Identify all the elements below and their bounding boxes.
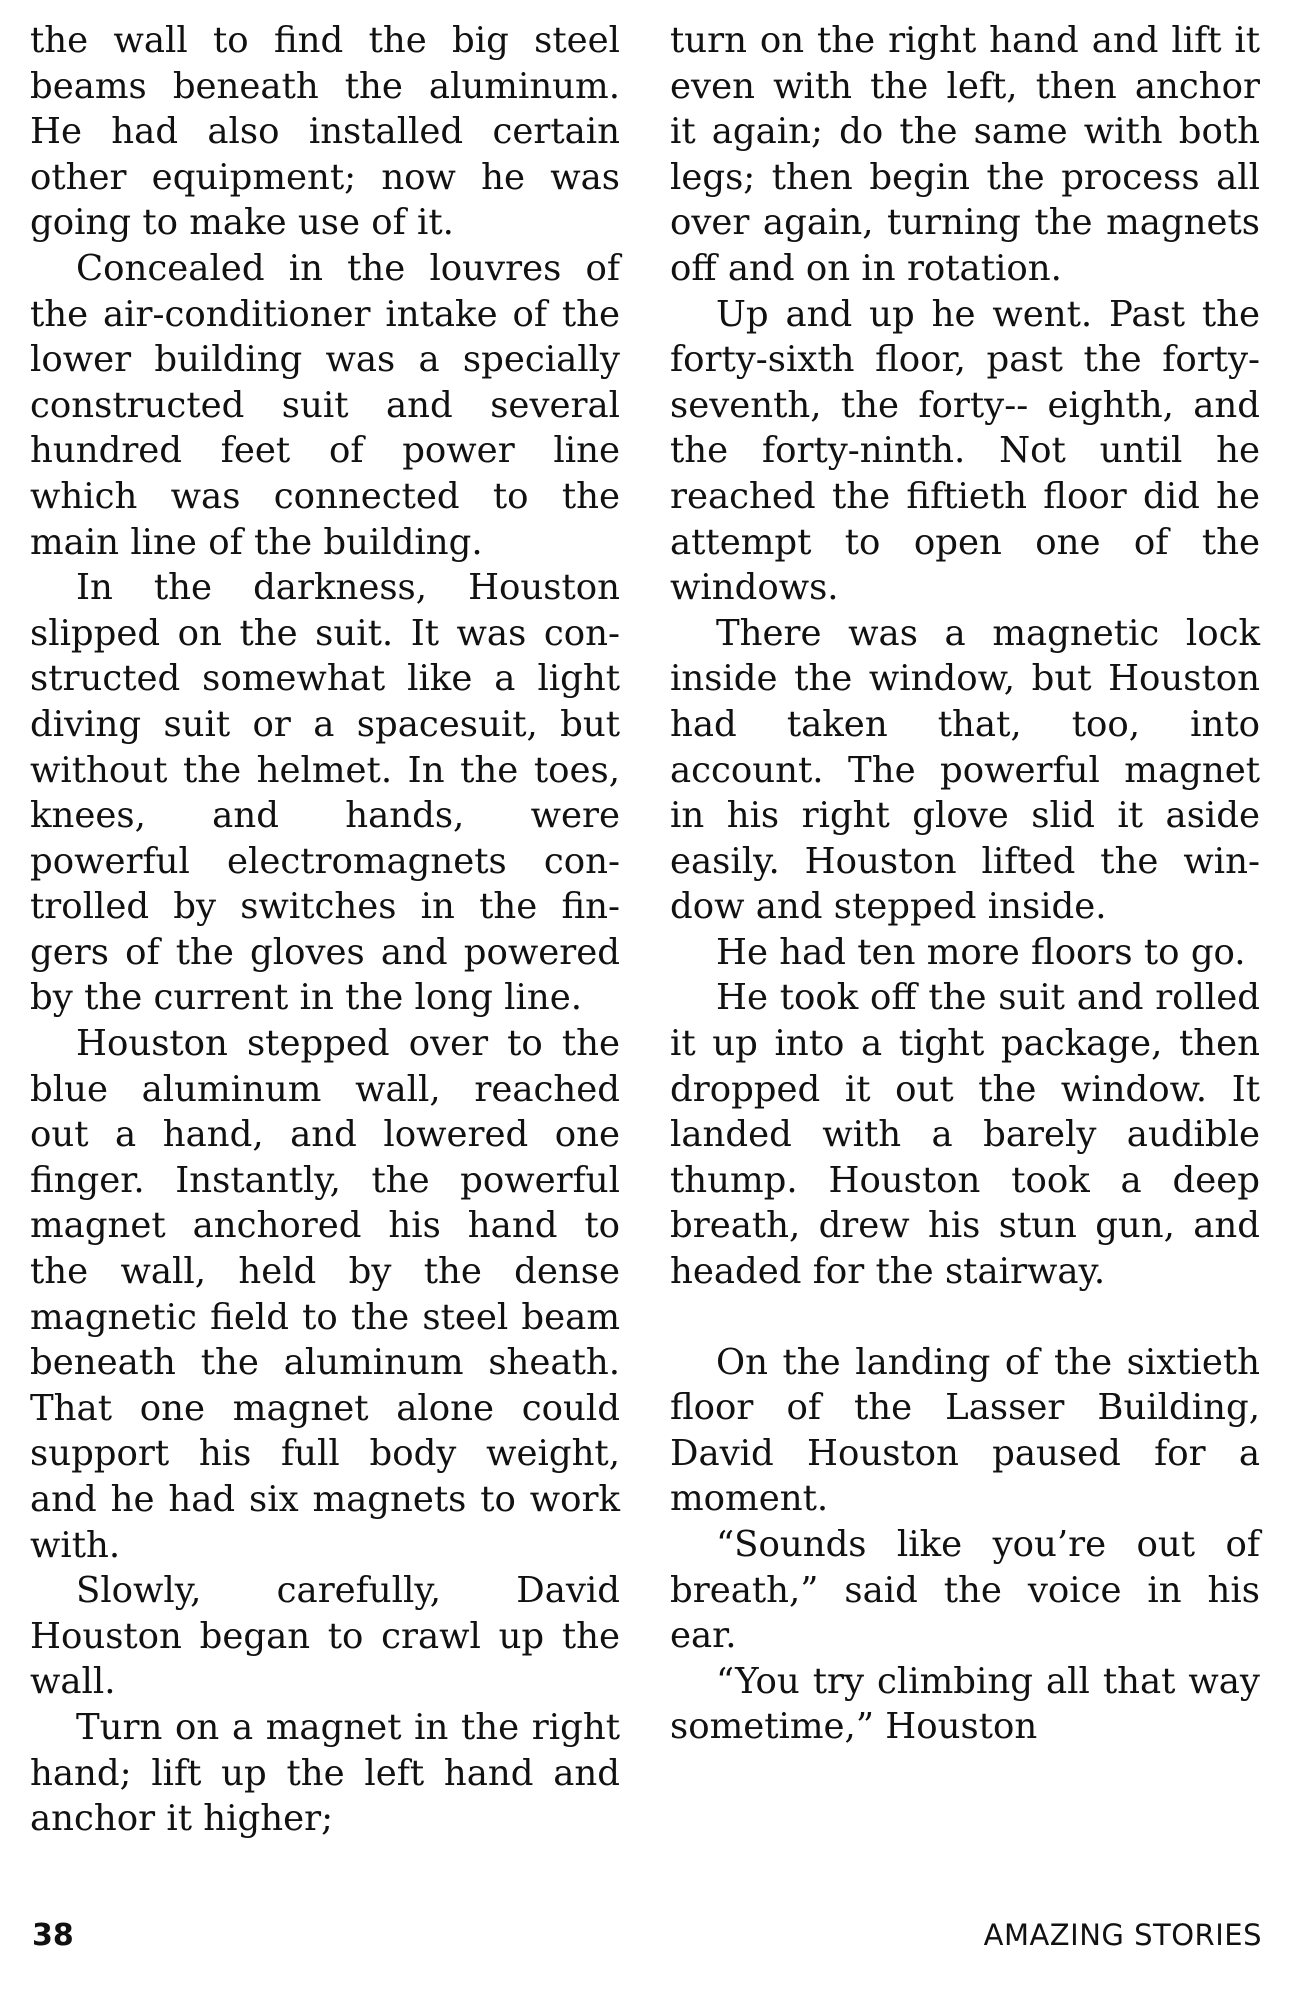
magazine-title: AMAZING STORIES xyxy=(983,1918,1262,1952)
paragraph: Turn on a magnet in the right hand; lift up the left hand and anchor it higher; xyxy=(30,1706,620,1840)
paragraph: the wall to find the big steel beams beneath the aluminum. He had also installed certain other equipment; now he was going to make use of it. xyxy=(30,20,620,244)
paragraph: “Sounds like you’re out of breath,” said the voice in his ear. xyxy=(670,1524,1260,1657)
paragraph: Up and up he went. Past the forty-sixth floor, past the forty-seventh, the forty-- eighth, and the forty-ninth. Not until he reached the fiftieth floor did he attempt to open one of the windows. xyxy=(670,293,1260,609)
paragraph: He had ten more floors to go. xyxy=(716,931,1246,973)
paragraph: He took off the suit and rolled it up into a tight package, then dropped it out the window. It landed with a barely audible thump. Houston took a deep breath, drew his stun gun, and headed for the stairway. xyxy=(670,977,1260,1293)
page-number: 38 xyxy=(32,1918,74,1953)
paragraph: In the darkness, Houston slipped on the suit. It was constructed somewhat like a light diving suit or a spacesuit, but without the helmet. In the toes, knees, and hands, were powerful electromagnets controlled by switches in the fingers of the gloves and powered by the current in the long line. xyxy=(30,567,620,1019)
paragraph: turn on the right hand and lift it even with the left, then anchor it again; do the same with both legs; then begin the process all over again, turning the magnets off and on in rotation. xyxy=(670,20,1260,289)
section-break-paragraph: On the landing of the sixtieth floor of the Lasser Building, David Houston paused for a moment. xyxy=(670,1341,1260,1520)
right-column xyxy=(670,18,1260,1750)
paragraph: Concealed in the louvres of the air-conditioner intake of the lower building was a specially constructed suit and several hundred feet of power line which was connected to the main line of the building. xyxy=(30,247,620,563)
paragraph: “You try climbing all that way sometime,” Houston xyxy=(670,1660,1260,1748)
paragraph: Slowly, carefully, David Houston began to crawl up the wall. xyxy=(30,1570,620,1703)
paragraph: There was a magnetic lock inside the window, but Houston had taken that, too, into account. The powerful magnet in his right glove slid it aside easily. Houston lifted the window and stepped inside. xyxy=(670,612,1260,928)
left-column xyxy=(30,18,620,1842)
paragraph: Houston stepped over to the blue aluminum wall, reached out a hand, and lowered one finger. Instantly, the powerful magnet anchored his hand to the wall, held by the dense magnetic field to the steel beam beneath the aluminum sheath. That one magnet alone could support his full body weight, and he had six magnets to work with. xyxy=(30,1023,620,1566)
